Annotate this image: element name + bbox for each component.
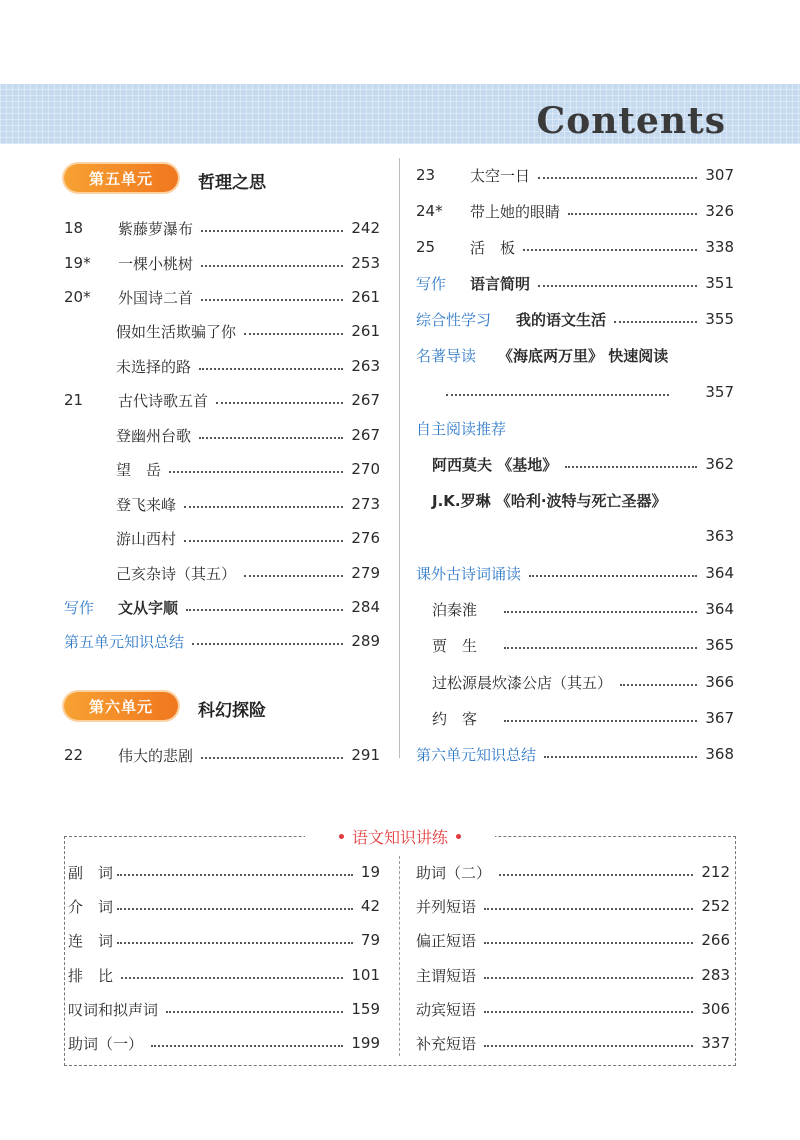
toc-subentry[interactable]: 登幽州台歌 267 (116, 426, 380, 445)
knowledge-box-divider (399, 856, 401, 1056)
toc-entry-writing[interactable]: 写作 语言简明 351 (416, 274, 734, 293)
toc-entry-23[interactable]: 23 太空一日 307 (416, 166, 734, 185)
toc-entry-19[interactable]: 19* 一棵小桃树 253 (64, 254, 380, 273)
knowledge-entry[interactable]: 助词（一） 199 (68, 1034, 380, 1053)
knowledge-entry[interactable]: 助词（二） 212 (416, 863, 730, 882)
toc-subentry[interactable]: 游山西村 276 (116, 529, 380, 548)
toc-subentry[interactable]: 己亥杂诗（其五） 279 (116, 564, 380, 583)
unit6-title: 科幻探险 (198, 701, 266, 721)
toc-entry-22[interactable]: 22 伟大的悲剧 291 (64, 746, 380, 765)
toc-subentry[interactable]: 假如生活欺骗了你 261 (116, 322, 380, 341)
toc-entry-foundation[interactable]: 阿西莫夫 《基地》 362 (432, 455, 734, 474)
toc-entry-25[interactable]: 25 活 板 338 (416, 238, 734, 257)
knowledge-entry[interactable]: 副 词 19 (68, 863, 380, 882)
knowledge-entry[interactable]: 主谓短语 283 (416, 966, 730, 985)
toc-subentry[interactable]: 登飞来峰 273 (116, 495, 380, 514)
toc-section-self-reading[interactable]: 自主阅读推荐 (416, 419, 507, 438)
bullet-dot-icon (456, 834, 461, 839)
unit5-badge: 第五单元 (64, 164, 178, 192)
knowledge-entry[interactable]: 并列短语 252 (416, 897, 730, 916)
toc-subentry[interactable]: 约 客 367 (432, 709, 734, 728)
toc-subentry[interactable]: 过松源晨炊漆公店（其五） 366 (432, 673, 734, 692)
knowledge-entry[interactable]: 排 比 101 (68, 966, 380, 985)
toc-entry-comprehensive[interactable]: 综合性学习 我的语文生活 355 (416, 310, 734, 329)
toc-section-ancient-poems[interactable]: 课外古诗词诵读 364 (416, 564, 734, 583)
toc-entry-18[interactable]: 18 紫藤萝瀑布 242 (64, 219, 380, 238)
unit5-title: 哲理之思 (198, 173, 266, 193)
bullet-dot-icon (339, 834, 344, 839)
toc-subentry[interactable]: 贾 生 365 (432, 636, 734, 655)
unit6-badge: 第六单元 (64, 692, 178, 720)
knowledge-entry[interactable]: 连 词 79 (68, 931, 380, 950)
toc-subentry[interactable]: 泊秦淮 364 (432, 600, 734, 619)
toc-entry-harry-potter-page[interactable]: 363 (705, 527, 734, 545)
toc-subentry[interactable]: 望 岳 270 (116, 460, 380, 479)
knowledge-entry[interactable]: 偏正短语 266 (416, 931, 730, 950)
page-title: Contents (536, 100, 726, 142)
toc-entry-unit6-summary[interactable]: 第六单元知识总结 368 (416, 745, 734, 764)
knowledge-box-title: 语文知识讲练 (305, 822, 495, 850)
toc-entry-classic-reading-page[interactable]: 357 (446, 380, 734, 404)
knowledge-entry[interactable]: 动宾短语 306 (416, 1000, 730, 1019)
toc-entry-unit5-summary[interactable]: 第五单元知识总结 289 (64, 632, 380, 651)
toc-entry-writing[interactable]: 写作 文从字顺 284 (64, 598, 380, 617)
knowledge-entry[interactable]: 介 词 42 (68, 897, 380, 916)
knowledge-entry[interactable]: 补充短语 337 (416, 1034, 730, 1053)
toc-entry-21[interactable]: 21 古代诗歌五首 267 (64, 391, 380, 410)
toc-entry-harry-potter[interactable]: J.K.罗琳 《哈利·波特与死亡圣器》 (432, 491, 667, 510)
knowledge-entry[interactable]: 叹词和拟声词 159 (68, 1000, 380, 1019)
toc-subentry[interactable]: 未选择的路 263 (116, 357, 380, 376)
column-divider (399, 158, 400, 758)
toc-entry-classic-reading[interactable]: 名著导读 《海底两万里》 快速阅读 (416, 346, 669, 365)
toc-entry-24[interactable]: 24* 带上她的眼睛 326 (416, 202, 734, 221)
toc-entry-20[interactable]: 20* 外国诗二首 261 (64, 288, 380, 307)
